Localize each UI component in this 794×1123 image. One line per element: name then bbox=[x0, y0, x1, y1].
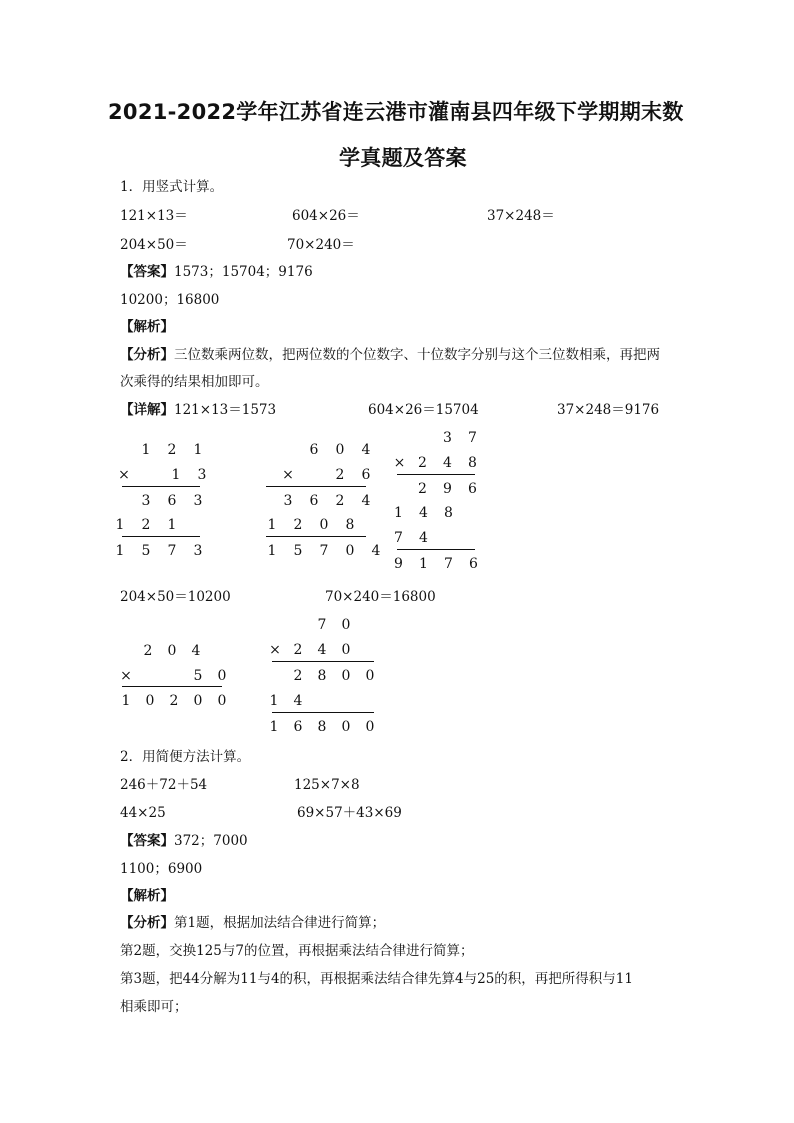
digit: 6 bbox=[167, 493, 177, 509]
digit: 2 bbox=[418, 455, 427, 471]
digit: 5 bbox=[193, 668, 203, 684]
digit: 1 bbox=[419, 556, 428, 572]
q1-problem-3: 37×248＝ bbox=[487, 208, 555, 224]
digit: 7 bbox=[319, 543, 329, 559]
digit: 3 bbox=[141, 493, 151, 509]
digit: 1 bbox=[141, 442, 151, 458]
digit: 0 bbox=[335, 442, 345, 458]
digit: 3 bbox=[283, 493, 293, 509]
digit: 9 bbox=[394, 556, 403, 572]
digit: 5 bbox=[141, 543, 151, 559]
q2-fenxi-text1: 第1题，根据加法结合律进行简算； bbox=[174, 915, 386, 931]
q1-heading: 1．用竖式计算。 bbox=[120, 179, 224, 195]
digit: 4 bbox=[317, 642, 327, 658]
digit: 1 bbox=[115, 517, 125, 533]
digit: 8 bbox=[444, 505, 453, 521]
multiply-sign: × bbox=[120, 668, 132, 684]
digit: 1 bbox=[269, 719, 279, 735]
q1-answer-line1: 1573；15704；9176 bbox=[174, 264, 313, 280]
q2-problem-2: 125×7×8 bbox=[294, 777, 360, 793]
q2-problem-1: 246＋72＋54 bbox=[120, 777, 208, 793]
digit: 0 bbox=[341, 719, 351, 735]
q2-fenxi-label: 【分析】 bbox=[120, 915, 174, 931]
digit: 7 bbox=[468, 430, 477, 446]
digit: 2 bbox=[141, 517, 151, 533]
digit: 3 bbox=[197, 467, 207, 483]
digit: 0 bbox=[319, 517, 329, 533]
digit: 4 bbox=[443, 455, 452, 471]
q1-result-1: 121×13＝1573 bbox=[174, 402, 277, 418]
q1-result-4: 204×50＝10200 bbox=[120, 589, 231, 605]
digit: 8 bbox=[317, 668, 327, 684]
page-title-line2: 学真题及答案 bbox=[339, 146, 467, 170]
digit: 9 bbox=[443, 481, 452, 497]
digit: 1 bbox=[267, 517, 277, 533]
digit: 8 bbox=[468, 455, 477, 471]
q1-result-2: 604×26＝15704 bbox=[368, 402, 479, 418]
digit: 2 bbox=[169, 693, 179, 709]
digit: 0 bbox=[145, 693, 155, 709]
q1-result-5: 70×240＝16800 bbox=[325, 589, 436, 605]
digit: 6 bbox=[309, 493, 319, 509]
q1-problem-2: 604×26＝ bbox=[292, 208, 360, 224]
digit: 6 bbox=[468, 481, 477, 497]
digit: 1 bbox=[121, 693, 131, 709]
digit: 4 bbox=[191, 643, 201, 659]
digit: 0 bbox=[341, 642, 351, 658]
digit: 1 bbox=[394, 505, 403, 521]
q1-problem-4: 204×50＝ bbox=[120, 237, 188, 253]
q1-problem-1: 121×13＝ bbox=[120, 208, 188, 224]
digit: 7 bbox=[317, 617, 327, 633]
q1-fenxi-text1: 三位数乘两位数，把两位数的个位数字、十位数字分别与这个三位数相乘，再把两 bbox=[174, 347, 660, 363]
digit: 1 bbox=[171, 467, 181, 483]
digit: 1 bbox=[115, 543, 125, 559]
digit: 0 bbox=[341, 668, 351, 684]
digit: 4 bbox=[419, 505, 428, 521]
q2-problem-3: 44×25 bbox=[120, 805, 166, 821]
q2-problem-4: 69×57＋43×69 bbox=[297, 805, 402, 821]
digit: 4 bbox=[361, 442, 371, 458]
digit: 5 bbox=[293, 543, 303, 559]
q2-explanation-2: 第2题，交换125与7的位置，再根据乘法结合律进行简算； bbox=[120, 943, 474, 959]
digit: 2 bbox=[335, 467, 345, 483]
multiply-sign: × bbox=[282, 467, 294, 483]
digit: 6 bbox=[293, 719, 303, 735]
q1-fenxi-text2: 次乘得的结果相加即可。 bbox=[120, 374, 269, 390]
multiply-sign: × bbox=[118, 467, 130, 483]
q1-analysis-label: 【解析】 bbox=[120, 319, 174, 335]
digit: 8 bbox=[317, 719, 327, 735]
q1-problem-5: 70×240＝ bbox=[287, 237, 355, 253]
q1-fenxi-label: 【分析】 bbox=[120, 347, 174, 363]
digit: 4 bbox=[361, 493, 371, 509]
q2-explanation-3: 第3题，把44分解为11与4的积，再根据乘法结合律先算4与25的积，再把所得积与11 bbox=[120, 971, 633, 987]
digit: 6 bbox=[469, 556, 478, 572]
digit: 6 bbox=[361, 467, 371, 483]
digit: 7 bbox=[394, 530, 403, 546]
q2-answer-line2: 1100；6900 bbox=[120, 861, 203, 877]
digit: 0 bbox=[217, 668, 227, 684]
digit: 2 bbox=[293, 642, 303, 658]
digit: 0 bbox=[365, 668, 375, 684]
digit: 4 bbox=[419, 530, 428, 546]
digit: 4 bbox=[371, 543, 381, 559]
q2-answer-label: 【答案】 bbox=[120, 833, 174, 849]
digit: 2 bbox=[293, 517, 303, 533]
digit: 4 bbox=[293, 693, 303, 709]
digit: 3 bbox=[193, 493, 203, 509]
q1-answer-label: 【答案】 bbox=[120, 264, 174, 280]
q2-explanation-4: 相乘即可； bbox=[120, 999, 188, 1015]
q2-answer-line1: 372；7000 bbox=[174, 833, 248, 849]
digit: 2 bbox=[293, 668, 303, 684]
digit: 7 bbox=[167, 543, 177, 559]
multiply-sign: × bbox=[269, 642, 281, 658]
digit: 3 bbox=[193, 543, 203, 559]
digit: 0 bbox=[365, 719, 375, 735]
q1-detail-label: 【详解】 bbox=[120, 402, 174, 418]
digit: 0 bbox=[217, 693, 227, 709]
digit: 1 bbox=[167, 517, 177, 533]
q1-answer-line2: 10200；16800 bbox=[120, 292, 220, 308]
digit: 1 bbox=[267, 543, 277, 559]
digit: 1 bbox=[193, 442, 203, 458]
digit: 7 bbox=[444, 556, 453, 572]
digit: 2 bbox=[335, 493, 345, 509]
digit: 3 bbox=[443, 430, 452, 446]
digit: 8 bbox=[345, 517, 355, 533]
digit: 1 bbox=[269, 693, 279, 709]
q2-heading: 2．用简便方法计算。 bbox=[120, 749, 251, 765]
digit: 6 bbox=[309, 442, 319, 458]
digit: 2 bbox=[143, 643, 153, 659]
page-title-line1: 2021-2022学年江苏省连云港市灌南县四年级下学期期末数 bbox=[108, 100, 684, 124]
q2-analysis-label: 【解析】 bbox=[120, 888, 174, 904]
q1-result-3: 37×248＝9176 bbox=[557, 402, 660, 418]
multiply-sign: × bbox=[393, 455, 406, 471]
digit: 2 bbox=[167, 442, 177, 458]
digit: 0 bbox=[341, 617, 351, 633]
digit: 0 bbox=[167, 643, 177, 659]
digit: 2 bbox=[418, 481, 427, 497]
digit: 0 bbox=[345, 543, 355, 559]
digit: 0 bbox=[193, 693, 203, 709]
